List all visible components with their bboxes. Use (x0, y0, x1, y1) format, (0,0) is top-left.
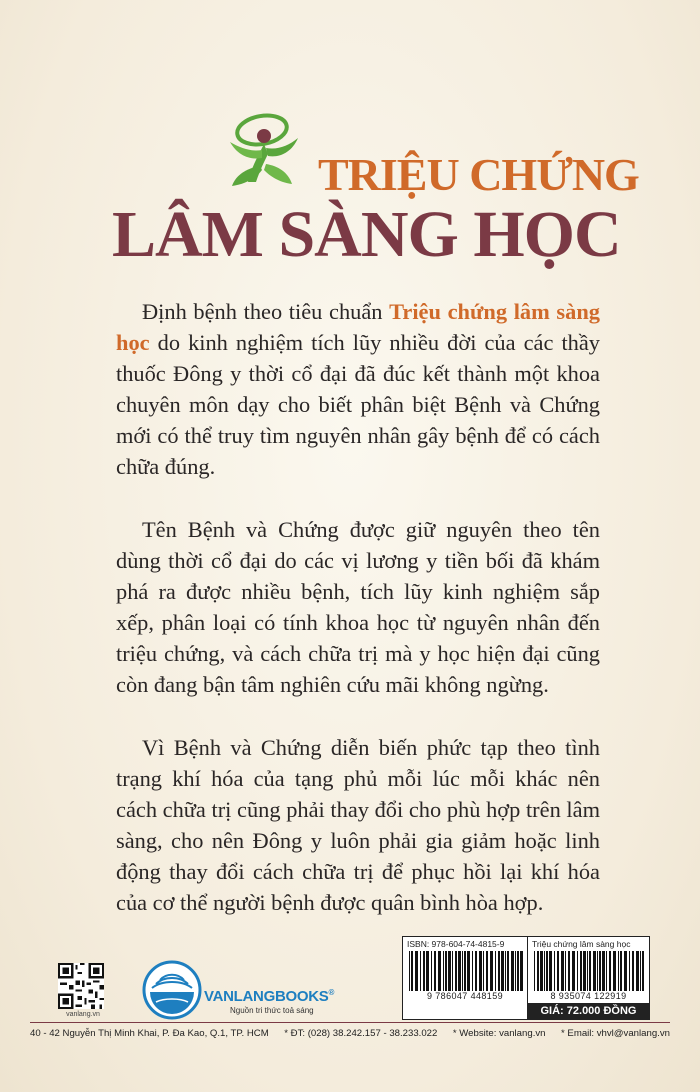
barcode-bar (599, 951, 601, 991)
barcode-bar (544, 951, 545, 991)
barcode-bar (593, 951, 596, 991)
barcode-bar (501, 951, 504, 991)
p1-text-end: do kinh nghiệm tích lũy nhiều đời của các thầy thuốc Đông y thời cổ đại đã đúc kết thành một khoa chuyên môn dạy cho biết phân biệt Bệnh và Chứng mới có thể truy tìm nguyên nhân gây bệnh để có cách chữa đúng. (116, 330, 600, 479)
barcode-bar (445, 951, 447, 991)
footer-phone: * ĐT: (028) 38.242.157 - 38.233.022 (284, 1028, 438, 1039)
barcode-bar (475, 951, 477, 991)
footer-website[interactable]: * Website: vanlang.vn (452, 1028, 546, 1039)
barcode-bar (534, 951, 535, 991)
price-tag: GIÁ: 72.000 ĐỒNG (528, 1003, 649, 1019)
barcode-bar (464, 951, 466, 991)
blurb-paragraph-2: Tên Bệnh và Chứng được giữ nguyên theo tên dùng thời cổ đại do các vị lương y tiền bối đã khám phá ra được nhiều bệnh, tích lũy kinh nghiệm sắp xếp, phân loại có tính khoa học từ nguyên nhân đến triệu chứng, và cách chữa trị mà y học hiện đại cũng còn đang bận tâm nghiên cứu mãi không ngừng. (116, 517, 600, 697)
publisher-name (204, 988, 334, 1005)
book-title-label: Triệu chứng lâm sàng học (532, 939, 631, 949)
barcode-bar (486, 951, 488, 991)
qr-code[interactable] (58, 963, 104, 1009)
barcode-bar (609, 951, 611, 991)
barcode-bar (632, 951, 634, 991)
footer-address: 40 - 42 Nguyễn Thị Minh Khai, P. Đa Kao, Q.1, TP. HCM (30, 1028, 269, 1039)
isbn-label: ISBN: 978-604-74-4815-9 (407, 939, 505, 949)
barcode-bar (606, 951, 607, 991)
barcode-bar (520, 951, 523, 991)
barcode-bar (455, 951, 457, 991)
barcode-bar (568, 951, 570, 991)
barcode-bar (495, 951, 496, 991)
barcode-bar (565, 951, 566, 991)
barcode-bar (597, 951, 598, 991)
barcode-bar (462, 951, 463, 991)
footer-divider (30, 1022, 670, 1023)
barcode-bar (498, 951, 500, 991)
vanlang-culture-logo-icon (140, 958, 204, 1022)
publisher-name-text: VANLANGBOOKS (204, 988, 329, 1005)
barcode-bar (505, 951, 506, 991)
barcode-bar (577, 951, 578, 991)
barcode-bar (515, 951, 516, 991)
barcode-bar (629, 951, 630, 991)
barcode-bar (420, 951, 421, 991)
barcode-bar (507, 951, 509, 991)
barcode-bar (423, 951, 425, 991)
product-panel (528, 937, 649, 1019)
p1-highlight: Triệu chứng lâm sàng học (116, 299, 600, 355)
barcode-bar (557, 951, 559, 991)
title-line-2: LÂM SÀNG HỌC (112, 198, 621, 271)
barcode-bar (458, 951, 461, 991)
barcode-bar (618, 951, 619, 991)
barcode-bar (636, 951, 639, 991)
barcode-bar (472, 951, 473, 991)
barcode-bar (589, 951, 591, 991)
barcode-bar (580, 951, 582, 991)
barcode-bar (443, 951, 444, 991)
footer-email[interactable]: * Email: vhvl@vanlang.vn (561, 1028, 670, 1039)
barcode-bar (483, 951, 484, 991)
barcode-bar (583, 951, 586, 991)
barcode-bar (452, 951, 453, 991)
publisher-tagline: Nguồn tri thức toả sáng (230, 1006, 314, 1015)
barcode-bar (479, 951, 482, 991)
barcode-bar (438, 951, 441, 991)
blurb-paragraph-3: Vì Bệnh và Chứng diễn biến phức tạp theo tình trạng khí hóa của tạng phủ mỗi lúc mỗi khác nên cách chữa trị cũng phải thay đổi cho phù hợp trên lâm sàng, cho nên Đông y luôn phải gia giảm hoặc linh động thay đổi cách chữa trị để phục hồi lại khí hóa của cơ thể người bệnh được quân bình hòa hợp. (116, 735, 600, 915)
barcode-bar (540, 951, 543, 991)
barcode-bar (602, 951, 605, 991)
barcode-bar (624, 951, 627, 991)
barcode-bar (415, 951, 418, 991)
barcode-bar (490, 951, 493, 991)
barcode-bar (448, 951, 451, 991)
barcode-bar (640, 951, 641, 991)
publisher-footer (30, 1028, 670, 1039)
isbn-barcode-digits: 9 786047 448159 (426, 991, 504, 1001)
barcode-bar (537, 951, 539, 991)
barcode-bar (434, 951, 436, 991)
isbn-panel (403, 937, 528, 1019)
isbn-barcode (407, 951, 523, 991)
barcode-bar (409, 951, 410, 991)
barcode-bar (554, 951, 555, 991)
barcode-bar (561, 951, 564, 991)
barcode-bar (572, 951, 575, 991)
barcode-bar (642, 951, 644, 991)
barcode-bar (467, 951, 470, 991)
barcode-bar (587, 951, 588, 991)
title-line-1: TRIỆU CHỨNG (318, 149, 639, 200)
barcode-bar (620, 951, 622, 991)
blurb-paragraph-1 (116, 296, 600, 482)
barcode-bar (546, 951, 548, 991)
registered-mark: ® (328, 988, 335, 997)
p1-text-start: Định bệnh theo tiêu chuẩn (142, 299, 390, 324)
barcode-bar (517, 951, 519, 991)
product-barcode (532, 951, 645, 991)
barcode-bar (431, 951, 432, 991)
barcode-bar (511, 951, 514, 991)
qr-caption: vanlang.vn (66, 1011, 100, 1018)
blurb-text (116, 296, 600, 950)
barcode-bar (411, 951, 413, 991)
figure-leaf-logo-icon (218, 108, 310, 200)
barcode-bar (549, 951, 552, 991)
product-barcode-digits: 8 935074 122919 (550, 991, 627, 1001)
isbn-barcode-box (402, 936, 650, 1020)
barcode-bar (426, 951, 429, 991)
barcode-bar (613, 951, 616, 991)
